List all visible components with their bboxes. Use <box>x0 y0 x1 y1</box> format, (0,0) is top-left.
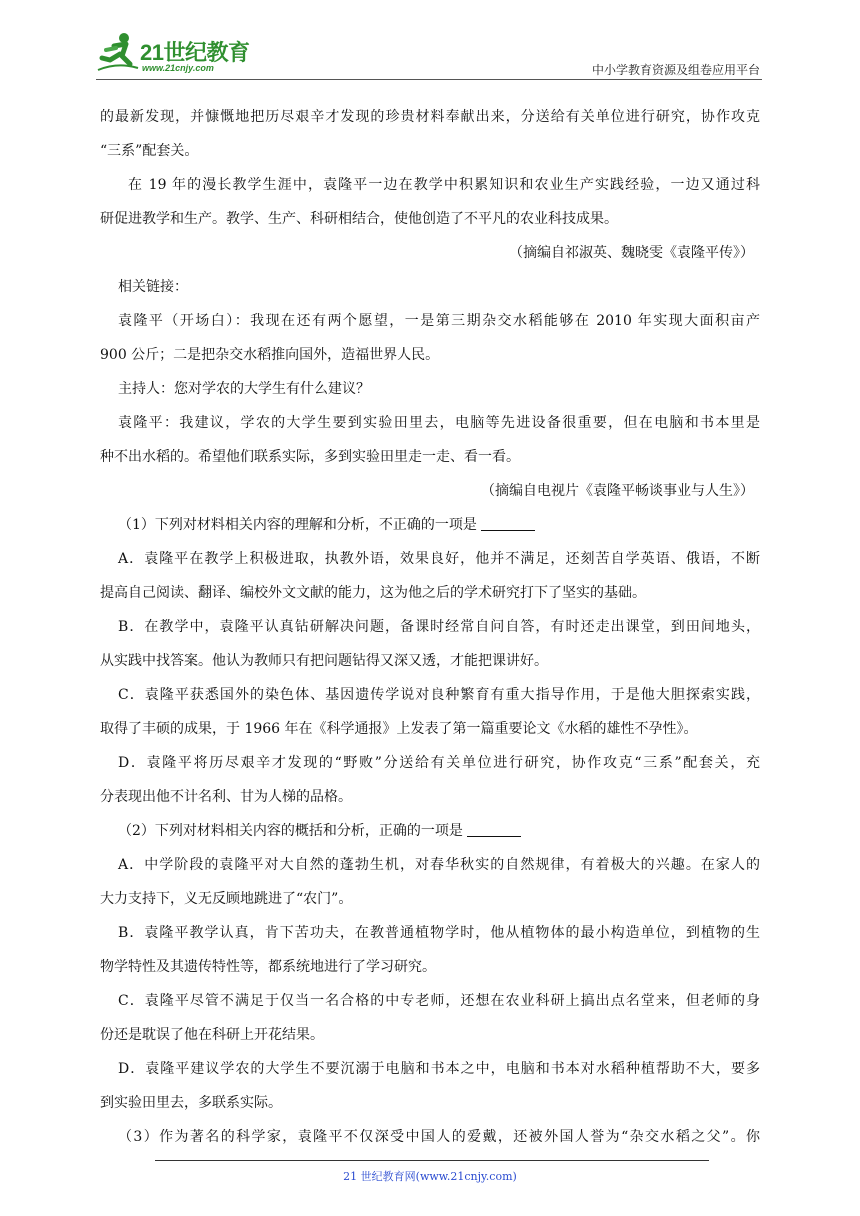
document-body <box>100 100 760 1154</box>
text-line: 分表现出他不计名利、甘为人梯的品格。 <box>100 789 352 805</box>
logo-name: 21世纪教育 <box>140 40 250 65</box>
text-line: 袁隆平（开场白）：我现在还有两个愿望，一是第三期杂交水稻能够在 2010 年实现大面积亩产 <box>118 313 760 329</box>
option-d: D．袁隆平建议学农的大学生不要沉溺于电脑和书本之中，电脑和书本对水稻种植帮助不大，要多 <box>118 1061 760 1077</box>
text-line: 种不出水稻的。希望他们联系实际，多到实验田里走一走、看一看。 <box>100 449 520 465</box>
option-b: B．袁隆平教学认真，肯下苦功夫，在教普通植物学时，他从植物体的最小构造单位，到植物的生 <box>118 925 760 941</box>
text-line: 900 公斤；二是把杂交水稻推向国外，造福世界人民。 <box>100 347 440 363</box>
option-b: B．在教学中，袁隆平认真钻研解决问题，备课时经常自问自答，有时还走出课堂，到田间地头， <box>118 619 760 635</box>
source-citation: （摘编自电视片《袁隆平畅谈事业与人生》） <box>481 483 754 499</box>
option-a: A．袁隆平在教学上积极进取，执教外语，效果良好，他并不满足，还刻苦自学英语、俄语，不断 <box>118 551 760 567</box>
text-line: 袁隆平：我建议，学农的大学生要到实验田里去，电脑等先进设备很重要，但在电脑和书本里是 <box>118 415 760 431</box>
text-line: 物学特性及其遗传特性等，都系统地进行了学习研究。 <box>100 959 436 975</box>
page-header <box>96 30 760 80</box>
text-line: 的最新发现，并慷慨地把历尽艰辛才发现的珍贵材料奉献出来，分送给有关单位进行研究，协作攻克 <box>100 109 760 125</box>
text-line: 研促进教学和生产。教学、生产、科研相结合，使他创造了不平凡的农业科技成果。 <box>100 211 618 227</box>
question-text: （2）下列对材料相关内容的概括和分析，正确的一项是 <box>118 823 463 839</box>
question-2 <box>100 814 760 848</box>
text-line: 在 19 年的漫长教学生涯中，袁隆平一边在教学中积累知识和农业生产实践经验，一边又通过科 <box>128 177 760 193</box>
option-a: A．中学阶段的袁隆平对大自然的蓬勃生机，对春华秋实的自然规律，有着极大的兴趣。在家人的 <box>118 857 760 873</box>
text-line: 相关链接： <box>118 279 188 295</box>
text-line: 大力支持下，义无反顾地跳进了“农门”。 <box>100 891 353 907</box>
question-3: （3）作为著名的科学家，袁隆平不仅深受中国人的爱戴，还被外国人誉为“杂交水稻之父”。你 <box>118 1129 760 1145</box>
logo-url: www.21cnjy.com <box>142 63 214 73</box>
footer-link[interactable]: 21 世纪教育网(www.21cnjy.com) <box>343 1170 517 1183</box>
answer-blank <box>467 822 521 837</box>
text-line: 取得了丰硕的成果，于 1966 年在《科学通报》上发表了第一篇重要论文《水稻的雄性不孕性》。 <box>100 721 698 737</box>
text-line: 提高自己阅读、翻译、编校外文文献的能力，这为他之后的学术研究打下了坚实的基础。 <box>100 585 646 601</box>
option-d: D．袁隆平将历尽艰辛才发现的“野败”分送给有关单位进行研究，协作攻克“三系”配套关，充 <box>118 755 760 771</box>
runner-icon <box>96 30 140 74</box>
source-citation: （摘编自祁淑英、魏晓雯《袁隆平传》） <box>509 245 754 261</box>
footer-divider <box>155 1160 709 1161</box>
question-1 <box>100 508 760 542</box>
text-line: 份还是耽误了他在科研上开花结果。 <box>100 1027 324 1043</box>
text-line: 主持人：您对学农的大学生有什么建议？ <box>118 381 370 397</box>
platform-label: 中小学教育资源及组卷应用平台 <box>591 63 760 77</box>
option-c: C．袁隆平获悉国外的染色体、基因遗传学说对良种繁育有重大指导作用，于是他大胆探索实践， <box>118 687 760 703</box>
site-logo <box>96 30 266 78</box>
text-line: 到实验田里去，多联系实际。 <box>100 1095 282 1111</box>
text-line: 从实践中找答案。他认为教师只有把问题钻得又深又透，才能把课讲好。 <box>100 653 548 669</box>
header-divider <box>96 79 762 80</box>
text-line: “三系”配套关。 <box>100 143 199 159</box>
option-c: C．袁隆平尽管不满足于仅当一名合格的中专老师，还想在农业科研上搞出点名堂来，但老师的身 <box>118 993 760 1009</box>
question-text: （1）下列对材料相关内容的理解和分析，不正确的一项是 <box>118 517 477 533</box>
answer-blank <box>481 516 535 531</box>
